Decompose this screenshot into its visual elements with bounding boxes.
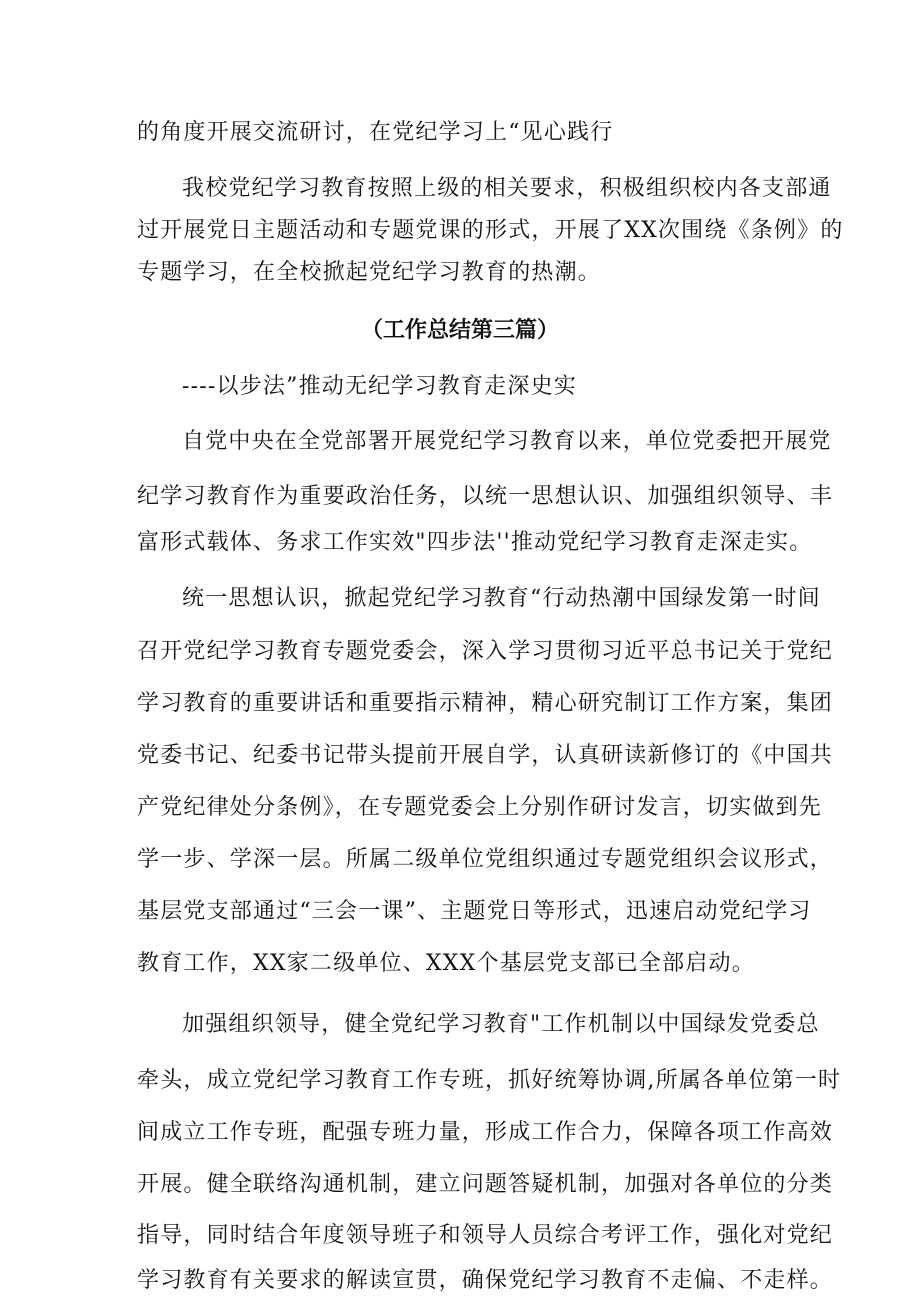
text-line: 学习教育有关要求的解读宣贯，确保党纪学习教育不走偏、不走样。	[137, 1268, 834, 1293]
text-line: 产党纪律处分条例》，在专题党委会上分别作研讨发言，切实做到先	[137, 795, 823, 820]
paragraph-line: 自党中央在全党部署开展党纪学习教育以来，单位党委把开展党	[182, 429, 832, 454]
text-line: 教育工作，XX家二级单位、XXX个基层党支部已全部启动。	[137, 951, 755, 976]
text-line: 党委书记、纪委书记带头提前开展自学，认真研读新修订的《中国共	[137, 743, 834, 768]
paragraph-line: 统一思想认识，掀起党纪学习教育“行动热潮中国绿发第一时间	[182, 586, 821, 611]
paragraph-line: 加强组织领导，健全党纪学习教育"工作机制以中国绿发党委总	[182, 1012, 820, 1037]
text-line: 专题学习，在全校掀起党纪学习教育的热潮。	[137, 260, 602, 285]
text-line: 学习教育的重要讲话和重要指示精神，精心研究制订工作方案，集团	[137, 691, 834, 716]
section-heading: （工作总结第三篇）	[360, 317, 559, 343]
text-line: 学一步、学深一层。所属二级单位党组织通过专题党组织会议形式，	[137, 847, 834, 872]
paragraph-line: 我校党纪学习教育按照上级的相关要求，积极组织校内各支部通	[182, 176, 832, 201]
text-line: 召开党纪学习教育专题党委会，深入学习贯彻习近平总书记关于党纪	[137, 639, 834, 664]
text-line: 基层党支部通过“三会一课”、主题党日等形式，迅速启动党纪学习	[137, 899, 812, 924]
text-line: 过开展党日主题活动和专题党课的形式，开展了XX次围绕《条例》的	[137, 218, 844, 243]
text-line: 开展。健全联络沟通机制，建立问题答疑机制，加强对各单位的分类	[137, 1172, 834, 1197]
text-line: 间成立工作专班，配强专班力量，形成工作合力，保障各项工作高效	[137, 1120, 834, 1145]
text-line: 牵头，成立党纪学习教育工作专班，抓好统筹协调,所属各单位第一时	[137, 1068, 842, 1093]
subtitle-line: ----以步法”推动无纪学习教育走深史实	[182, 374, 577, 399]
text-line: 指导，同时结合年度领导班子和领导人员综合考评工作，强化对党纪	[137, 1223, 834, 1248]
text-line: 富形式载体、务求工作实效"四步法''推动党纪学习教育走深走实。	[137, 530, 813, 555]
text-line: 纪学习教育作为重要政治任务，以统一思想认识、加强组织领导、丰	[137, 484, 834, 509]
text-line: 的角度开展交流研讨，在党纪学习上“见心践行	[137, 120, 614, 145]
